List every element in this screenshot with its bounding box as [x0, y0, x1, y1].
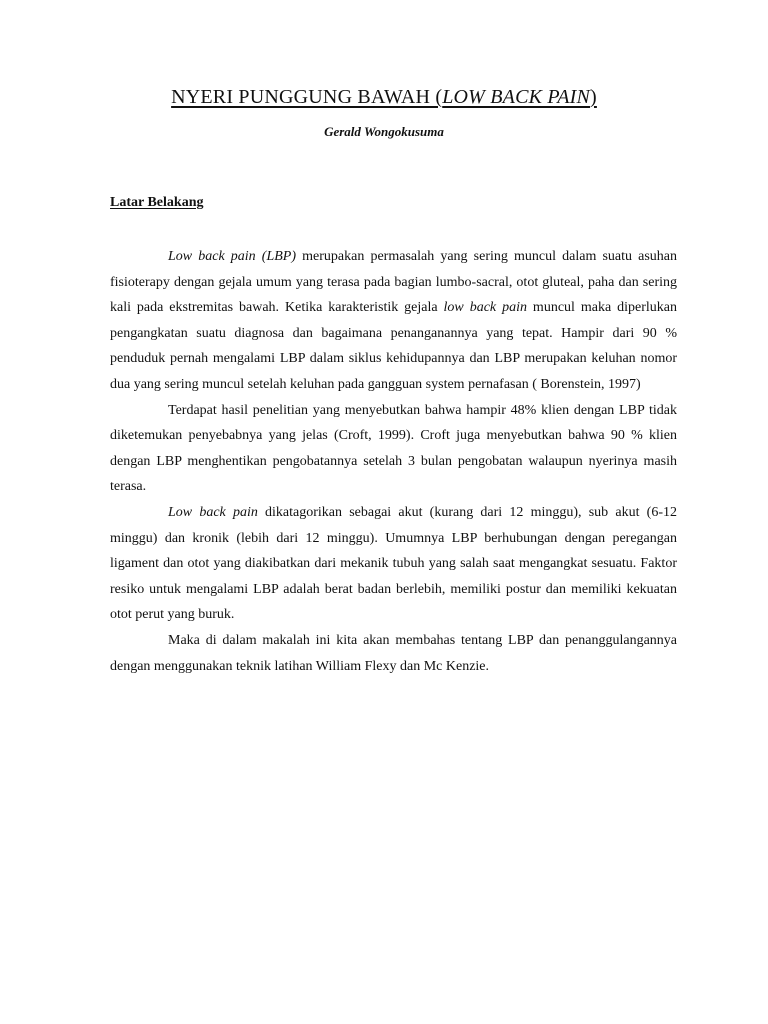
document-title — [0, 86, 768, 109]
paragraph-1-text-2: muncul maka diperlukan pengangkatan suatu diagnosa dan bagaimana penanganannya yang tepat. Hampir dari 90 % penduduk pernah mengalami LBP dalam siklus kehidupannya dan LBP merupakan keluhan nomor dua yang sering muncul setelah keluhan pada gangguan system pernafasan ( Borenstein, 1997) — [110, 300, 677, 392]
body-text — [110, 244, 677, 679]
paragraph-3-italic-lead: Low back pain — [168, 504, 258, 520]
section-heading: Latar Belakang — [110, 195, 204, 210]
paragraph-1-italic-mid: low back pain — [443, 300, 527, 316]
paragraph-1-text-1: merupakan permasalah yang sering muncul dalam suatu asuhan fisioterapy dengan gejala umum yang terasa pada bagian lumbo-sacral, otot gluteal, paha dan sering kali pada ekstremitas bawah. Ketika karakteristik gejala — [110, 249, 678, 316]
paragraph-1 — [110, 244, 677, 398]
title-close: ) — [590, 86, 597, 108]
paragraph-4-text: Maka di dalam makalah ini kita akan membahas tentang LBP dan penanggulangannya dengan menggunakan teknik latihan William Flexy dan Mc Kenzie. — [110, 632, 677, 674]
author-name: Gerald Wongokusuma — [324, 124, 444, 139]
title-main: NYERI PUNGGUNG BAWAH ( — [171, 86, 443, 108]
title-italic: LOW BACK PAIN — [442, 86, 591, 108]
paragraph-4 — [110, 628, 677, 679]
paragraph-3 — [110, 500, 677, 628]
paragraph-1-italic-lead: Low back pain (LBP) — [168, 249, 297, 264]
paragraph-3-text: dikatagorikan sebagai akut (kurang dari 12 minggu), sub akut (6-12 minggu) dan kronik (lebih dari 12 minggu). Umumnya LBP berhubungan dengan peregangan ligament dan otot yang diakibatkan dari mekanik tubuh yang salah saat mengangkat sesuatu. Faktor resiko untuk mengalami LBP adalah berat badan berlebih, memiliki postur dan memiliki kekuatan otot perut yang buruk. — [110, 504, 677, 623]
paragraph-2-text: Terdapat hasil penelitian yang menyebutkan bahwa hampir 48% klien dengan LBP tidak diketemukan penyebabnya yang jelas (Croft, 1999). Croft juga menyebutkan bahwa 90 % klien dengan LBP menghentikan pengobatannya setelah 3 bulan pengobatan walaupun nyerinya masih terasa. — [110, 402, 677, 495]
paragraph-2 — [110, 398, 677, 500]
